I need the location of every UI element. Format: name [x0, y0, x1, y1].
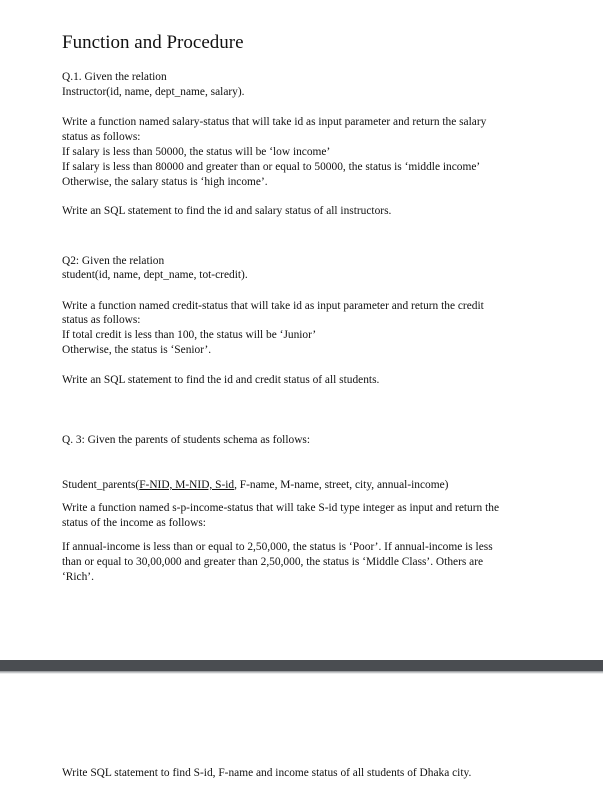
q3-rule-line2: than or equal to 30,00,000 and greater than 2,50,000, the status is ‘Middle Class’. Others are — [62, 556, 484, 568]
q2-heading: Q2: Given the relation — [62, 255, 165, 267]
q2-rule1: If total credit is less than 100, the status will be ‘Junior’ — [62, 329, 317, 341]
q3-sql: Write SQL statement to find S-id, F-name and income status of all students of Dhaka city. — [62, 767, 472, 779]
q3-schema-rest: , F-name, M-name, street, city, annual-income) — [234, 479, 449, 491]
page-separator — [0, 660, 603, 671]
q1-task-line2: status as follows: — [62, 131, 141, 143]
q2-task-line1: Write a function named credit-status that will take id as input parameter and return the credit — [62, 300, 484, 312]
q2-task-line2: status as follows: — [62, 314, 141, 326]
q3-heading: Q. 3: Given the parents of students schema as follows: — [62, 434, 311, 446]
q3-task-line1: Write a function named s-p-income-status that will take S-id type integer as input and return the — [62, 502, 500, 514]
q2-rule2: Otherwise, the status is ‘Senior’. — [62, 344, 212, 356]
q3-schema-keys: F-NID, M-NID, S-id — [139, 479, 235, 491]
q3-schema — [62, 478, 448, 493]
q1-rule1: If salary is less than 50000, the status will be ‘low income’ — [62, 146, 331, 158]
q1-sql: Write an SQL statement to find the id and salary status of all instructors. — [62, 205, 392, 217]
page-title: Function and Procedure — [62, 32, 244, 53]
q2-sql: Write an SQL statement to find the id and credit status of all students. — [62, 374, 380, 386]
q1-heading: Q.1. Given the relation — [62, 71, 167, 83]
q1-task-line1: Write a function named salary-status that will take id as input parameter and return the salary — [62, 116, 487, 128]
q3-task-line2: status of the income as follows: — [62, 517, 206, 529]
q1-rule2: If salary is less than 80000 and greater than or equal to 50000, the status is ‘middle income’ — [62, 161, 481, 173]
q3-schema-prefix: Student_parents( — [62, 479, 140, 491]
q2-relation: student(id, name, dept_name, tot-credit). — [62, 269, 248, 281]
q3-rule-line3: ‘Rich’. — [62, 571, 94, 583]
page-separator-shadow — [0, 671, 603, 674]
q1-relation: Instructor(id, name, dept_name, salary). — [62, 86, 245, 98]
q3-rule-line1: If annual-income is less than or equal to 2,50,000, the status is ‘Poor’. If annual-income is less — [62, 541, 493, 553]
q1-rule3: Otherwise, the salary status is ‘high income’. — [62, 176, 268, 188]
